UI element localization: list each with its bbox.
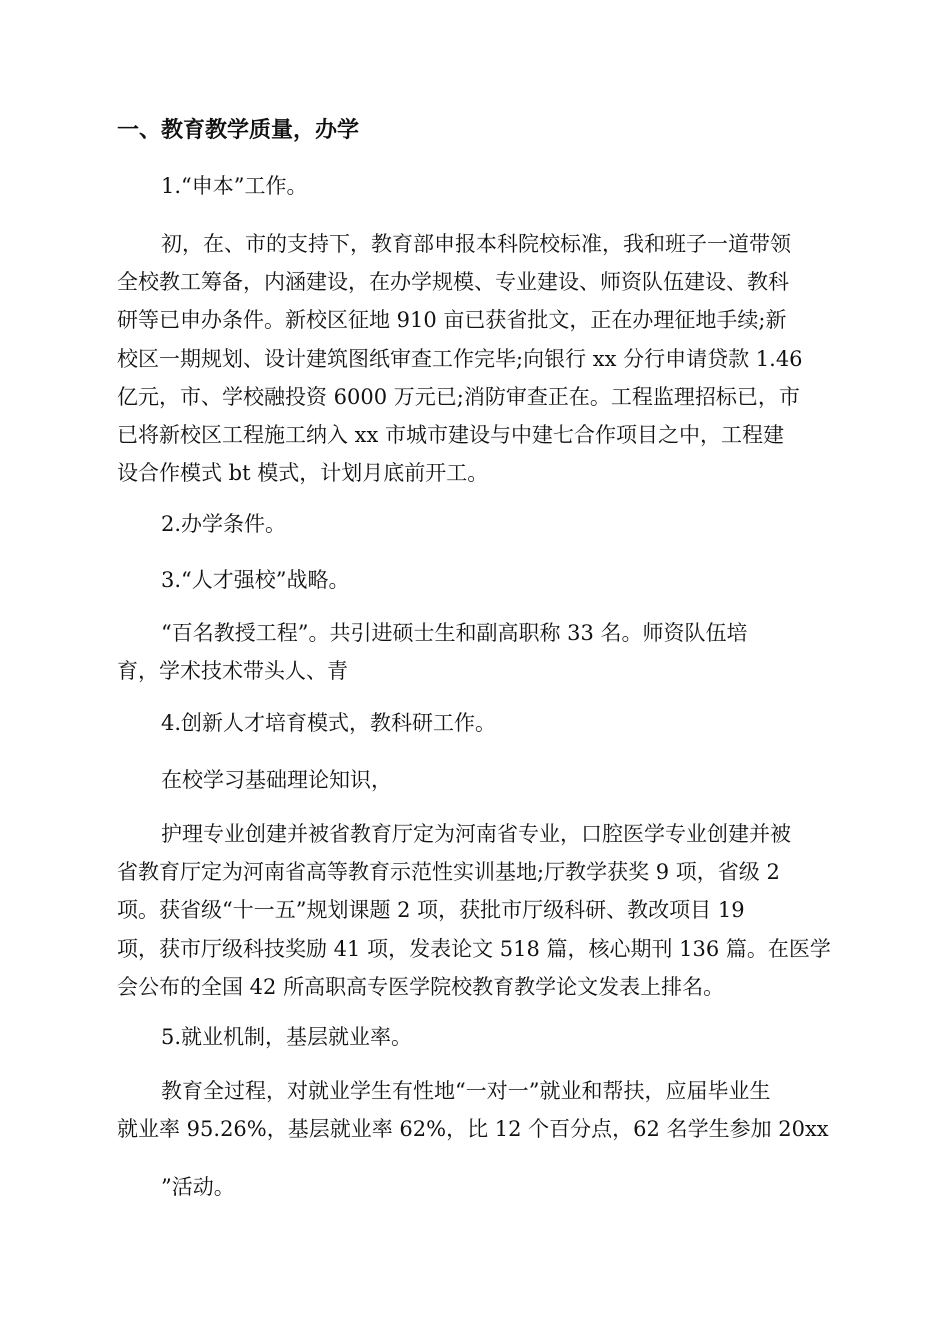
item1-body-line: 全校教工筹备，内涵建设，在办学规模、专业建设、师资队伍建设、教科: [117, 270, 789, 295]
item5-body: [117, 1072, 837, 1148]
item4-body-line: 护理专业创建并被省教育厅定为河南省专业，口腔医学专业创建并被: [161, 822, 791, 846]
item1-body-line: 研等已申办条件。新校区征地 910 亩已获省批文，正在办理征地手续;新: [117, 308, 787, 333]
item1-body-line: 设合作模式 bt 模式，计划月底前开工。: [117, 461, 489, 486]
item3-title: 3.“人才强校”战略。: [161, 568, 350, 592]
item4-body: [117, 815, 837, 1006]
item1-body: [117, 225, 837, 492]
item4-body-line: 省教育厅定为河南省高等教育示范性实训基地;厅教学获奖 9 项，省级 2: [117, 860, 780, 885]
item4-title: 4.创新人才培育模式，教科研工作。: [161, 711, 497, 735]
item3-body-line: 育，学术技术带头人、青: [117, 659, 348, 684]
item4-body-line: 项，获市厅级科技奖励 41 项，发表论文 518 篇，核心期刊 136 篇。在医学: [117, 936, 831, 961]
item1-body-line: 初，在、市的支持下，教育部申报本科院校标准，我和班子一道带领: [161, 232, 791, 256]
item1-title: 1.“申本”工作。: [161, 174, 308, 198]
item1-body-line: 校区一期规划、设计建筑图纸审查工作完毕;向银行 xx 分行申请贷款 1.46: [117, 346, 803, 371]
item2-title: 2.办学条件。: [161, 512, 287, 536]
item4-body-line: 会公布的全国 42 所高职高专医学院校教育教学论文发表上排名。: [117, 974, 725, 999]
item1-body-line: 亿元，市、学校融投资 6000 万元已;消防审查正在。工程监理招标已，市: [117, 384, 800, 409]
item3-body: [117, 614, 837, 690]
item4-body-line: 项。获省级“十一五”规划课题 2 项，获批市厅级科研、教改项目 19: [117, 898, 745, 923]
section-heading: 一、教育教学质量，办学: [117, 117, 360, 143]
item1-body-line: 已将新校区工程施工纳入 xx 市城市建设与中建七合作项目之中，工程建: [117, 423, 785, 448]
item5-tail: ”活动。: [161, 1175, 235, 1199]
item5-body-line: 教育全过程，对就业学生有性地“一对一”就业和帮扶，应届毕业生: [161, 1079, 771, 1103]
item4-subtitle: 在校学习基础理论知识，: [161, 768, 392, 792]
item3-body-line: “百名教授工程”。共引进硕士生和副高职称 33 名。师资队伍培: [161, 621, 748, 645]
item5-body-line: 就业率 95.26%，基层就业率 62%，比 12 个百分点，62 名学生参加 20xx: [117, 1117, 829, 1142]
item5-title: 5.就业机制，基层就业率。: [161, 1025, 413, 1049]
